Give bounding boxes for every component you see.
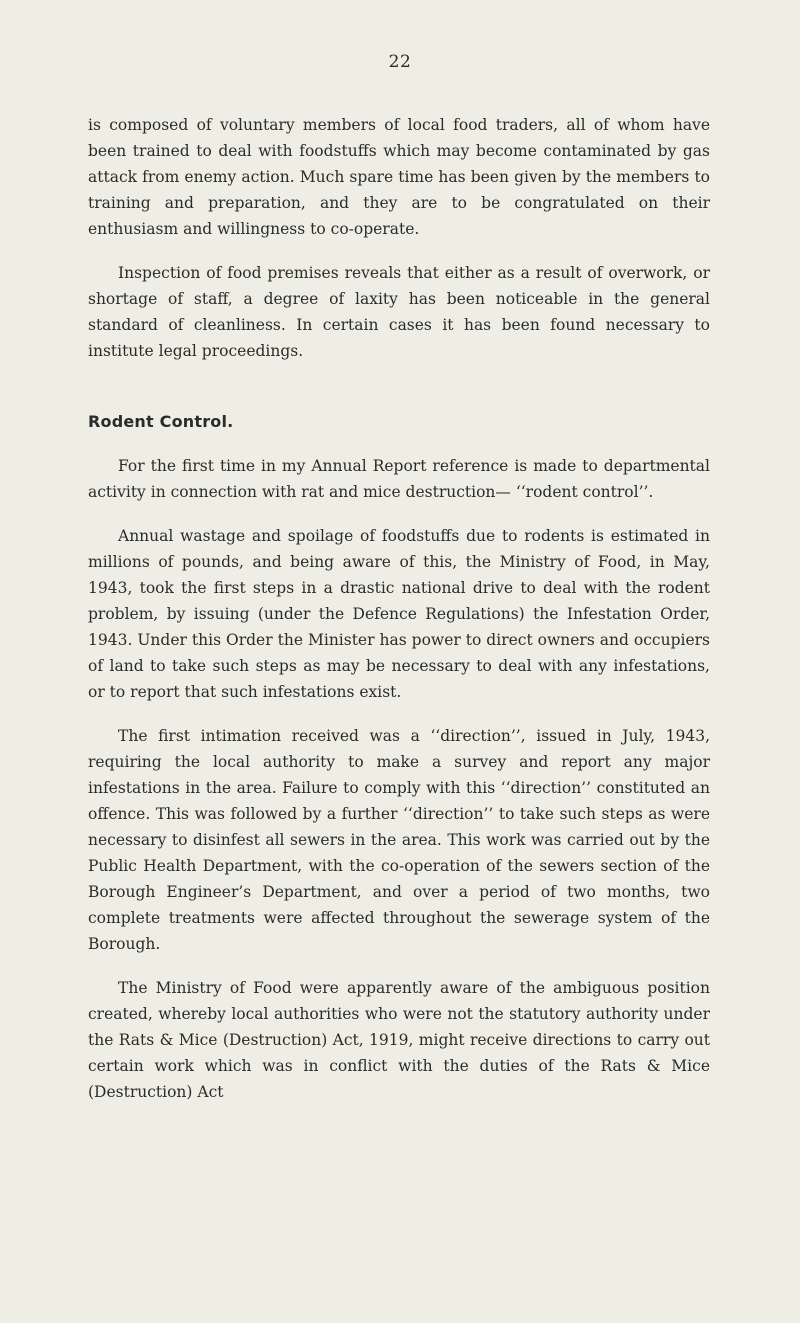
- paragraph-ministry: The Ministry of Food were apparently aware of the ambiguous position created, whereby local authorities who were not the statutory authority under the Rats & Mice (Destruction) Act, 1919, might receive directions to carry out certain work which was in conflict with the duties of the Rats & Mice (Destruction) Act: [88, 979, 710, 1101]
- paragraph-wastage: Annual wastage and spoilage of foodstuffs due to rodents is estimated in millions of pounds, and being aware of this, the Ministry of Food, in May, 1943, took the first steps in a drastic national drive to deal with the rodent problem, by issuing (under the Defence Regulations) the Infestation Order, 1943. Under this Order the Minister has power to direct owners and occupiers of land to take such steps as may be necessary to deal with any infestations, or to report that such infestations exist.: [88, 527, 710, 701]
- paragraph-rodent-intro: For the first time in my Annual Report reference is made to departmental activity in connection with rat and mice destruction— ‘‘rodent control’’.: [88, 457, 710, 501]
- section-heading-rodent-control: Rodent Control.: [88, 412, 234, 431]
- paragraph-inspection: Inspection of food premises reveals that either as a result of overwork, or shortage of staff, a degree of laxity has been noticeable in the general standard of cleanliness. In certain cases it has been found necessary to institute legal proceedings.: [88, 264, 710, 360]
- paragraph-continuation: is composed of voluntary members of local food traders, all of whom have been trained to deal with foodstuffs which may become contaminated by gas attack from enemy action. Much spare time has been given by the members to training and preparation, and they are to be congratulated on their enthusiasm and willingness to co-operate.: [88, 116, 710, 238]
- page-number: 22: [388, 52, 412, 72]
- paragraph-direction: The first intimation received was a ‘‘direction’’, issued in July, 1943, requiring the local authority to make a survey and report any major infestations in the area. Failure to comply with this ‘‘direction’’ constituted an offence. This was followed by a further ‘‘direction’’ to take such steps as were necessary to disinfest all sewers in the area. This work was carried out by the Public Health Department, with the co-operation of the sewers section of the Borough Engineer’s Department, and over a period of two months, two complete treatments were affected throughout the sewerage system of the Borough.: [88, 727, 710, 953]
- page-content: [88, 112, 710, 1105]
